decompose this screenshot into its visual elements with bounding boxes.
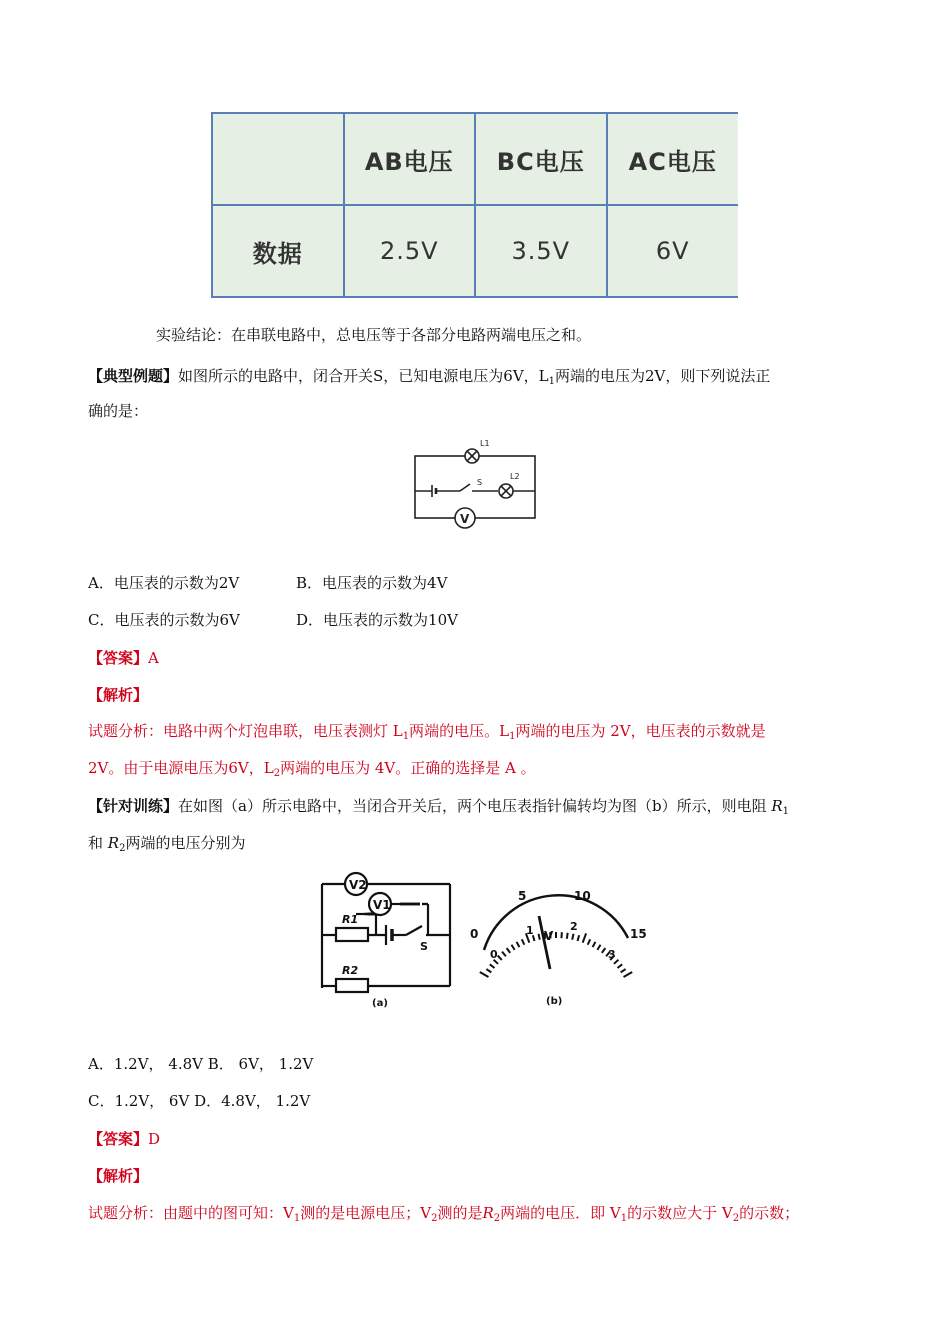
line2-r: R — [107, 834, 120, 852]
inner-tick-3: 3 — [608, 948, 616, 961]
experiment-conclusion: 实验结论：在串联电路中，总电压等于各部分电路两端电压之和。 — [156, 326, 592, 344]
r2-label: R2 — [342, 964, 359, 977]
meter-tick-mark — [480, 972, 489, 977]
voltage-data-table — [211, 112, 738, 298]
line2-b: 两端的电压分别为 — [125, 834, 246, 852]
practice-answer-tag: 【答案】 — [88, 1130, 149, 1148]
header-ab-voltage: AB电压 — [344, 113, 476, 205]
practice-text-a: 在如图（a）所示电路中，当闭合开关后，两个电压表指针偏转均为图（b）所示，则电阻 — [178, 797, 767, 815]
example-analysis-line1 — [88, 721, 766, 747]
practice-tag: 【针对训练】 — [88, 797, 179, 815]
pa-c: 测的是 — [437, 1204, 483, 1222]
l2-label: L2 — [510, 472, 520, 481]
example-option-a — [88, 573, 239, 593]
practice-options-ab: A．1.2V， 4.8V B． 6V， 1.2V — [88, 1055, 314, 1073]
meter-tick-mark — [567, 933, 568, 939]
v2-label: V2 — [349, 878, 367, 892]
meter-tick-mark — [486, 969, 491, 972]
voltmeter-dial-diagram — [462, 866, 652, 1012]
example-answer — [88, 648, 159, 668]
meter-tick-mark — [502, 952, 506, 957]
outer-tick-10: 10 — [574, 889, 591, 903]
line2-sub: 2 — [119, 843, 126, 854]
pa-s2: 2 — [431, 1213, 438, 1224]
practice-answer-value: D — [148, 1130, 161, 1148]
meter-tick-mark — [617, 964, 622, 968]
outer-tick-15: 15 — [630, 927, 647, 941]
pa-a: 试题分析：由题中的图可知：V — [88, 1204, 294, 1222]
value-bc-voltage: 3.5V — [475, 205, 607, 297]
pa-s1: 1 — [293, 1213, 301, 1224]
pa-r: R — [482, 1204, 494, 1222]
meter-tick-mark — [517, 942, 520, 947]
answer-value: A — [148, 649, 159, 667]
analysis-2b: 两端的电压为 4V。正确的选择是 A 。 — [280, 759, 536, 777]
example-question-line2: 确的是： — [88, 402, 149, 420]
value-ac-voltage: 6V — [607, 205, 739, 297]
outer-tick-0: 0 — [470, 927, 479, 941]
practice-analysis-tag: 【解析】 — [88, 1167, 149, 1185]
example-option-b: B．电压表的示数为4V — [296, 574, 448, 592]
meter-tick-mark — [522, 939, 524, 944]
analysis-1s2: 1 — [509, 731, 516, 742]
answer-tag: 【答案】 — [88, 649, 149, 667]
example-tag: 【典型例题】 — [88, 367, 179, 385]
option-a-text: A．电压表的示数为2V — [88, 574, 240, 592]
example-analysis-line2 — [88, 758, 536, 784]
example-question-line1 — [88, 366, 770, 392]
meter-tick-mark — [621, 969, 626, 972]
example-sub: 1 — [548, 376, 556, 387]
circuit-a-diagram — [316, 868, 458, 1010]
practice-question-line2 — [88, 833, 245, 859]
pa-e: 的示数应大于 V — [627, 1204, 733, 1222]
value-ab-voltage: 2.5V — [344, 205, 476, 297]
figure-a-caption: (a) — [372, 998, 388, 1009]
inner-tick-2: 2 — [570, 920, 578, 933]
outer-tick-5: 5 — [518, 889, 527, 903]
analysis-1s: 1 — [402, 731, 410, 742]
example-text-a: 如图所示的电路中，闭合开关S，已知电源电压为6V，L — [178, 367, 549, 385]
pa-b: 测的是电源电压；V — [300, 1204, 432, 1222]
series-circuit-diagram — [410, 436, 540, 532]
analysis-2a: 2V。由于电源电压为6V，L — [88, 759, 274, 777]
meter-tick-mark — [593, 942, 596, 947]
practice-analysis-line — [88, 1203, 799, 1229]
meter-tick-mark — [624, 972, 633, 977]
meter-tick-mark — [588, 939, 590, 944]
meter-tick-mark — [597, 945, 600, 950]
inner-tick-1: 1 — [526, 924, 534, 937]
meter-unit-v: V — [544, 929, 554, 943]
analysis-1a: 试题分析：电路中两个灯泡串联，电压表测灯 L — [88, 722, 403, 740]
meter-tick-mark — [602, 948, 606, 953]
pa-s3: 2 — [493, 1213, 501, 1224]
example-option-c: C．电压表的示数为6V — [88, 611, 240, 629]
row-label-data: 数据 — [212, 205, 344, 297]
example-analysis-tag: 【解析】 — [88, 686, 149, 704]
meter-tick-mark — [577, 935, 579, 941]
analysis-1c: 两端的电压为 2V，电压表的示数就是 — [515, 722, 766, 740]
pa-d: 两端的电压．即 V — [500, 1204, 621, 1222]
switch-label: S — [477, 478, 483, 487]
example-text-b: 两端的电压为2V，则下列说法正 — [555, 367, 771, 385]
header-ac-voltage: AC电压 — [607, 113, 739, 205]
practice-r-sub: 1 — [782, 806, 790, 817]
header-bc-voltage: BC电压 — [475, 113, 607, 205]
practice-r: R — [771, 797, 783, 815]
line2-a: 和 — [88, 834, 108, 852]
pa-f: 的示数； — [739, 1204, 800, 1222]
practice-options-cd: C．1.2V， 6V D．4.8V， 1.2V — [88, 1092, 311, 1110]
pa-s4: 1 — [620, 1213, 628, 1224]
pa-s5: 2 — [732, 1213, 740, 1224]
meter-tick-mark — [539, 934, 540, 940]
meter-tick-mark — [498, 956, 502, 960]
r1-label: R1 — [342, 913, 359, 926]
meter-tick-mark — [511, 945, 514, 950]
figure-b-caption: (b) — [546, 996, 563, 1007]
switch-s-label: S — [420, 940, 428, 953]
table-corner-cell — [212, 113, 344, 205]
meter-tick-mark — [583, 933, 586, 942]
example-option-d: D．电压表的示数为10V — [296, 611, 458, 629]
meter-tick-mark — [507, 948, 511, 953]
voltmeter-label: V — [460, 512, 470, 526]
practice-question-line1 — [88, 796, 789, 822]
meter-tick-mark — [572, 934, 573, 940]
l1-label: L1 — [480, 439, 490, 448]
analysis-1b: 两端的电压。L — [409, 722, 510, 740]
practice-answer — [88, 1129, 160, 1149]
inner-tick-0: 0 — [490, 948, 498, 961]
analysis-2s: 2 — [273, 768, 281, 779]
meter-tick-mark — [490, 964, 495, 968]
v1-label: V1 — [373, 898, 391, 912]
